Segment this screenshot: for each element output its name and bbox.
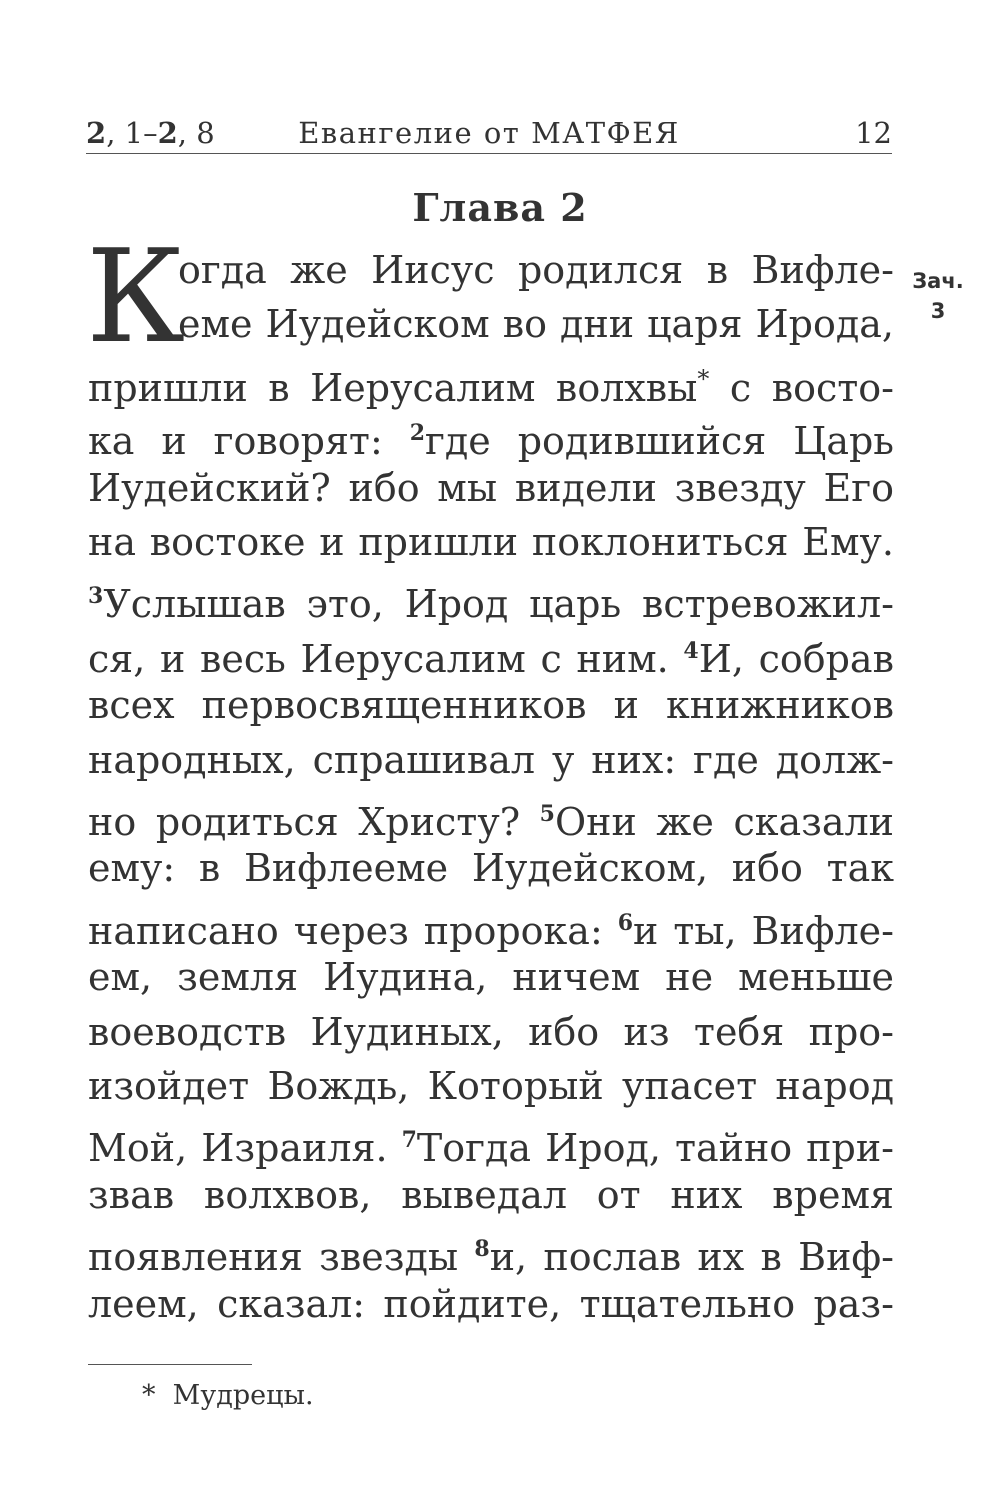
- footnote: [142, 1378, 314, 1414]
- line-text: звав волхвов, выведал от них время: [88, 1172, 894, 1217]
- footnote-rule: [88, 1364, 252, 1365]
- verse-number: 6: [617, 909, 633, 936]
- verse-number: 8: [474, 1236, 490, 1263]
- text-line: [88, 1222, 894, 1280]
- verse-number: 7: [401, 1127, 417, 1154]
- line-text: огда же Иисус родился в Вифле-: [178, 248, 894, 292]
- margin-note: [905, 266, 971, 326]
- running-header: [86, 113, 892, 154]
- text-line: [88, 569, 894, 627]
- text-line: [88, 461, 894, 515]
- line-text: где родившийся Царь: [425, 419, 895, 464]
- line-text: на востоке и пришли поклониться Ему.: [88, 520, 894, 564]
- text-line: [88, 1277, 894, 1331]
- text-line: [88, 733, 894, 787]
- line-text: написано через пророка:: [88, 908, 618, 953]
- margin-note-number: 3: [930, 299, 946, 323]
- verse-number: 5: [539, 801, 555, 827]
- line-text: Мой, Израиля.: [88, 1126, 402, 1171]
- text-line: [178, 297, 894, 351]
- text-line: [88, 1168, 894, 1222]
- margin-note-label: Зач.: [912, 269, 964, 293]
- chapter-title: Глава 2: [412, 185, 588, 230]
- text-line: [88, 1113, 894, 1171]
- text-line: [88, 841, 894, 895]
- footnote-text: Мудрецы.: [172, 1380, 314, 1411]
- line-text: ка и говорят:: [88, 419, 410, 464]
- text-line: [88, 896, 895, 953]
- line-text: и ты, Вифле-: [633, 908, 895, 953]
- drop-cap: К: [86, 223, 186, 372]
- line-text: народных, спрашивал у них: где долж-: [88, 737, 894, 782]
- page-number: 12: [855, 116, 892, 150]
- line-text: Они же сказали: [554, 800, 894, 844]
- text-line: [88, 950, 894, 1004]
- line-text: воеводств Иудиных, ибо из тебя про-: [88, 1009, 894, 1054]
- line-text: но родиться Христу?: [88, 800, 540, 844]
- line-text: И, собрав: [698, 636, 894, 681]
- text-line: [88, 787, 894, 844]
- text-line: [178, 243, 894, 297]
- line-text: еме Иудейском во дни царя Ирода,: [178, 302, 894, 347]
- verse-number: 3: [88, 583, 104, 610]
- text-line: [88, 1005, 894, 1059]
- line-text: Тогда Ирод, тайно при-: [416, 1126, 894, 1171]
- line-text: ему: в Вифлееме Иудейском, ибо так: [88, 846, 894, 891]
- ref-chapter-start: 2: [86, 116, 107, 150]
- ref-verse-start: , 1–: [106, 116, 158, 150]
- line-text: всех первосвященников и книжников: [88, 683, 894, 728]
- book-title: Евангелие от МАТФЕЯ: [298, 116, 680, 150]
- ref-chapter-end: 2: [157, 116, 178, 150]
- line-text: изойдет Вождь, Который упасет народ: [88, 1064, 894, 1108]
- line-text: Услышав это, Ирод царь встревожил-: [103, 582, 894, 627]
- line-text: с восто-: [709, 365, 894, 410]
- verse-number: 2: [409, 420, 425, 447]
- line-text: появления звезды: [88, 1235, 475, 1280]
- text-line: [88, 624, 894, 681]
- text-line: [88, 406, 895, 464]
- footnote-marker: *: [697, 364, 710, 393]
- verse-number: 4: [683, 637, 699, 664]
- footnote-mark: *: [142, 1380, 156, 1411]
- line-text: и, послав их в Виф-: [489, 1235, 894, 1280]
- text-line: [88, 515, 894, 569]
- line-text: пришли в Иерусалим волхвы: [88, 365, 698, 410]
- line-text: леем, сказал: пойдите, тщательно раз-: [88, 1281, 894, 1326]
- text-line: [88, 352, 894, 410]
- ref-verse-end: , 8: [177, 116, 215, 150]
- line-text: ем, земля Иудина, ничем не меньше: [88, 955, 894, 1000]
- line-text: ся, и весь Иерусалим с ним.: [88, 636, 684, 681]
- text-line: [88, 678, 894, 732]
- line-text: Иудейский? ибо мы видели звезду Его: [88, 465, 894, 510]
- text-line: [88, 1059, 894, 1113]
